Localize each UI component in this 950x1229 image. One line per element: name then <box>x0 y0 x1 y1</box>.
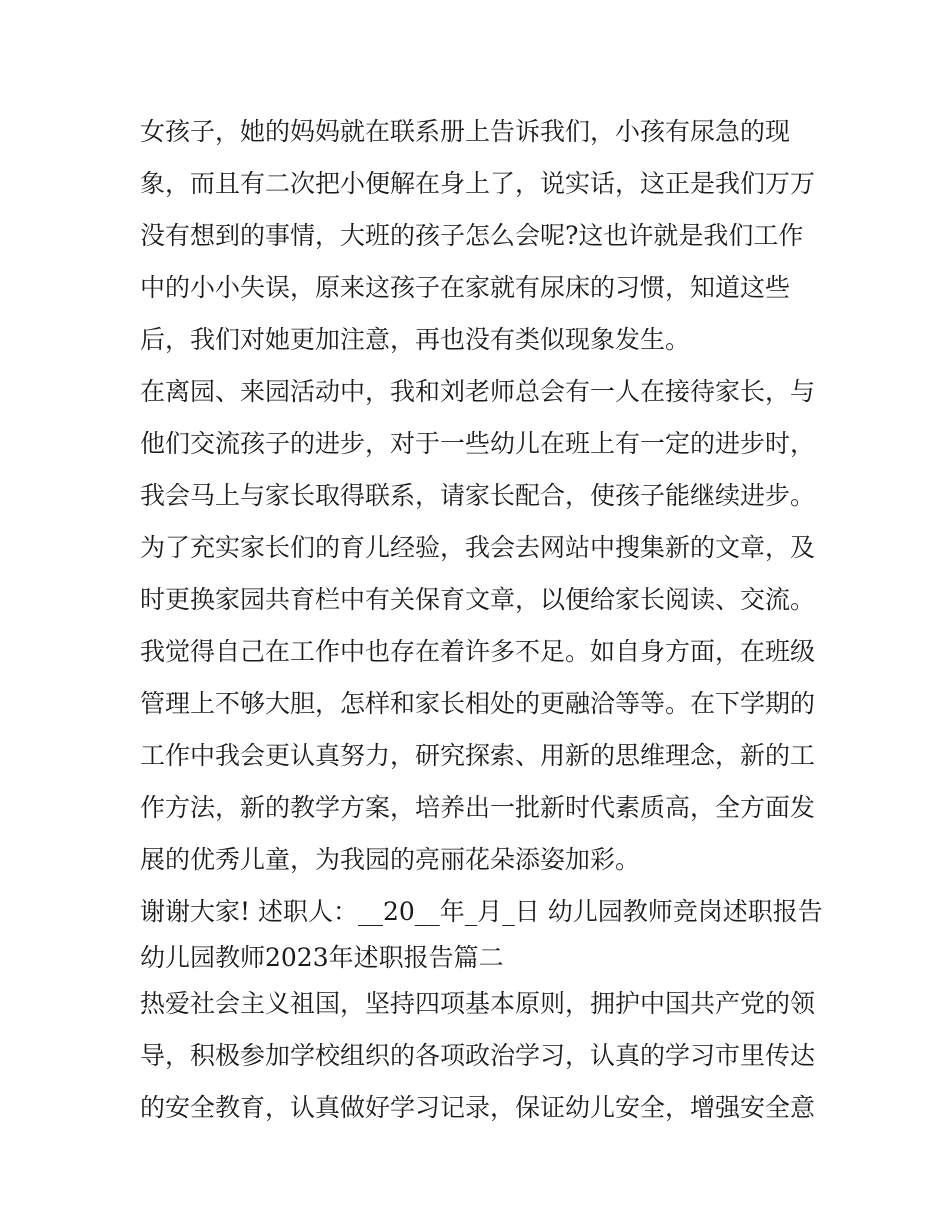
text-line: 中的小小失误，原来这孩子在家就有尿床的习惯，知道这些 <box>140 273 791 302</box>
text-line: 象，而且有二次把小便解在身上了，说实话，这正是我们万万 <box>140 169 816 198</box>
text-line: 没有想到的事情，大班的孩子怎么会呢?这也许就是我们工作 <box>140 221 804 250</box>
text-line: 工作中我会更认真努力，研究探索、用新的思维理念，新的工 <box>140 741 816 770</box>
text-line: 的安全教育，认真做好学习记录，保证幼儿安全，增强安全意 <box>140 1093 816 1122</box>
text-line: 他们交流孩子的进步，对于一些幼儿在班上有一定的进步时， <box>140 429 816 458</box>
text-line: 我觉得自己在工作中也存在着许多不足。如自身方面，在班级 <box>140 637 816 666</box>
text-line: 热爱社会主义祖国，坚持四项基本原则，拥护中国共产党的领 <box>140 989 816 1018</box>
text-line: 作方法，新的教学方案，培养出一批新时代素质高，全方面发 <box>140 793 816 822</box>
text-line: 管理上不够大胆，怎样和家长相处的更融洽等等。在下学期的 <box>140 689 816 718</box>
text-line: 导，积极参加学校组织的各项政治学习，认真的学习市里传达 <box>140 1041 816 1070</box>
document-body <box>140 106 830 1134</box>
text-line: 后，我们对她更加注意，再也没有类似现象发生。 <box>140 325 691 354</box>
text-line: 在离园、来园活动中，我和刘老师总会有一人在接待家长，与 <box>140 377 816 406</box>
text-line: 为了充实家长们的育儿经验，我会去网站中搜集新的文章，及 <box>140 533 816 562</box>
text-line: 展的优秀儿童，为我园的亮丽花朵添姿加彩。 <box>140 845 641 874</box>
section-heading: 幼儿园教师2023年述职报告篇二 <box>140 943 504 972</box>
text-line: 谢谢大家! 述职人：__20__年_月_日 幼儿园教师竞岗述职报告 <box>140 897 823 926</box>
text-line: 时更换家园共育栏中有关保育文章，以便给家长阅读、交流。 <box>140 585 816 614</box>
text-line: 我会马上与家长取得联系，请家长配合，使孩子能继续进步。 <box>140 481 816 510</box>
text-line: 女孩子，她的妈妈就在联系册上告诉我们，小孩有尿急的现 <box>140 117 791 146</box>
